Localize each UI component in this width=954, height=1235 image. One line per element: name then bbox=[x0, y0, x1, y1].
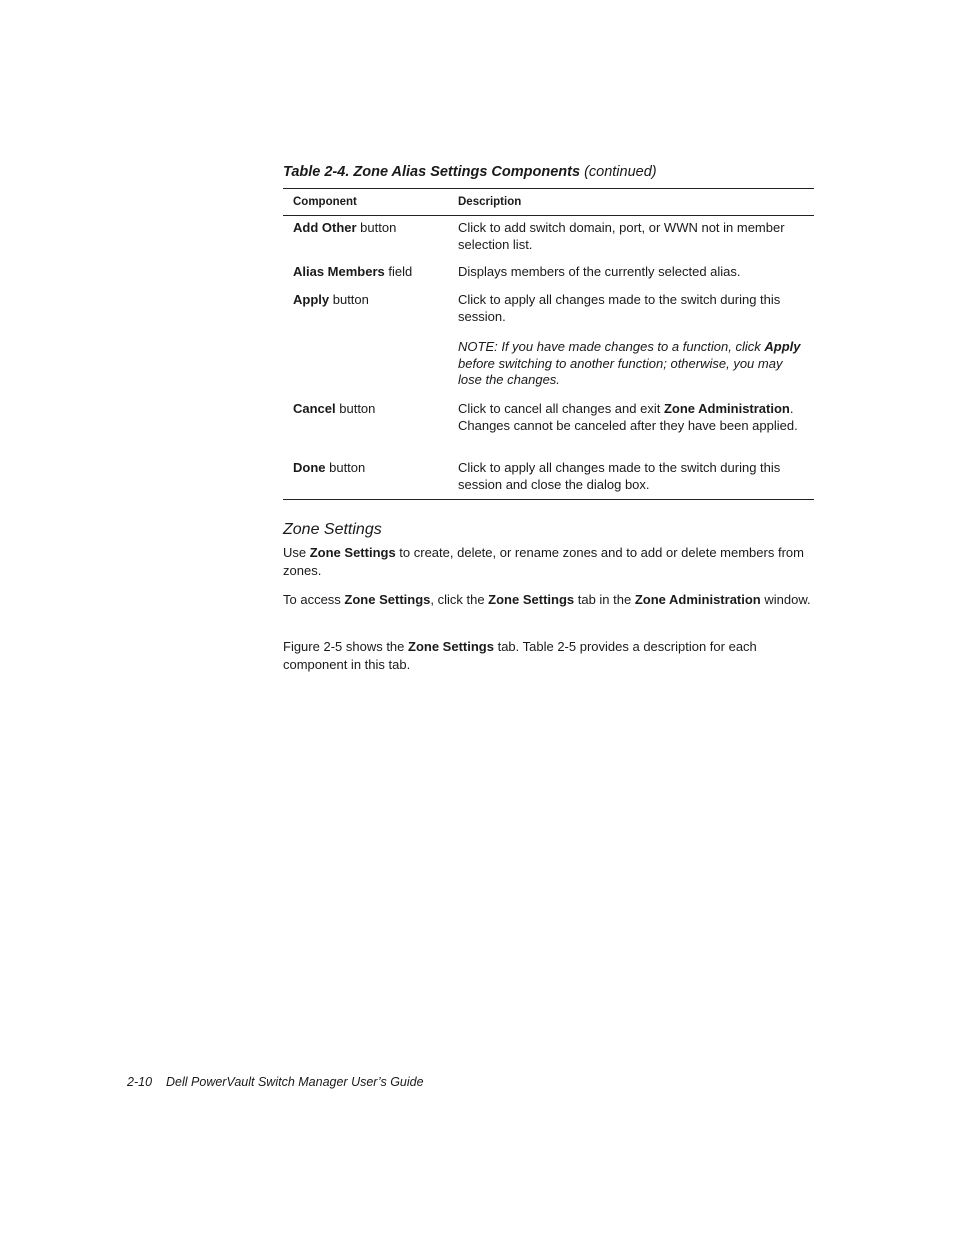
bold-text: Zone Settings bbox=[344, 592, 431, 607]
table-row-apply-note bbox=[458, 339, 806, 389]
table-row-add-other-component bbox=[293, 220, 448, 237]
note-text-pre: NOTE: If you have made changes to a function, click bbox=[458, 339, 765, 354]
table-caption bbox=[283, 163, 823, 181]
component-type: button bbox=[329, 292, 369, 307]
component-name: Add Other bbox=[293, 220, 357, 235]
text: Figure 2-5 shows the bbox=[283, 639, 409, 654]
table-header-description: Description bbox=[458, 196, 522, 208]
table-bottom-rule bbox=[283, 499, 814, 500]
note-text-bold: Apply bbox=[764, 339, 801, 354]
text: to create, delete, or rename zones and to add or delete members from zones. bbox=[283, 545, 804, 578]
table-header-component: Component bbox=[293, 196, 357, 208]
note-text-post: before switching to another function; otherwise, you may lose the changes. bbox=[458, 355, 783, 387]
table-row-done-component bbox=[293, 460, 448, 477]
desc-text-bold: Zone Administration bbox=[663, 401, 790, 416]
table-caption-continued: (continued) bbox=[584, 164, 657, 180]
table-row-apply-component bbox=[293, 292, 448, 309]
bold-text: Zone Administration bbox=[634, 592, 761, 607]
table-header-rule bbox=[283, 215, 814, 216]
document-title: Dell PowerVault Switch Manager User’s Guide bbox=[166, 1075, 424, 1089]
table-row-alias-members-component bbox=[293, 264, 448, 281]
component-type: field bbox=[384, 264, 413, 279]
text: To access bbox=[283, 592, 345, 607]
table-caption-title: Table 2-4. Zone Alias Settings Components bbox=[283, 164, 581, 180]
page-footer bbox=[127, 1074, 424, 1090]
desc-text-post: . Changes cannot be canceled after they have been applied. bbox=[458, 401, 798, 433]
component-type: button bbox=[335, 401, 376, 416]
component-name: Done bbox=[293, 460, 326, 475]
page-number: 2-10 bbox=[127, 1075, 153, 1089]
section-title: Zone Settings bbox=[283, 521, 382, 538]
table-row-alias-members-description: Displays members of the currently selected alias. bbox=[458, 264, 741, 279]
table-row-apply-description: Click to apply all changes made to the switch during this session. bbox=[458, 292, 781, 324]
desc-text-pre: Click to cancel all changes and exit bbox=[458, 401, 664, 416]
paragraph-intro bbox=[283, 544, 817, 579]
bold-text: Zone Settings bbox=[488, 592, 575, 607]
paragraph-access bbox=[283, 591, 817, 609]
table-row-add-other-description: Click to add switch domain, port, or WWN not in member selection list. bbox=[458, 220, 785, 252]
bold-text: Zone Settings bbox=[408, 639, 494, 654]
text: tab in the bbox=[574, 592, 635, 607]
component-name: Cancel bbox=[293, 401, 336, 416]
bold-text: Zone Settings bbox=[309, 545, 396, 560]
table-row-done-description: Click to apply all changes made to the switch during this session and close the dialog box. bbox=[458, 460, 781, 492]
table-row-cancel-component bbox=[293, 401, 448, 418]
text: , click the bbox=[430, 592, 489, 607]
text: tab. Table 2-5 provides a description for each component in this tab. bbox=[283, 639, 757, 672]
component-name: Apply bbox=[293, 292, 330, 307]
paragraph-figure-ref bbox=[283, 638, 817, 673]
component-type: button bbox=[325, 460, 366, 475]
table-top-rule bbox=[283, 188, 814, 189]
component-name: Alias Members bbox=[293, 264, 385, 279]
component-type: button bbox=[356, 220, 397, 235]
text: window. bbox=[760, 592, 811, 607]
table-row-cancel-description bbox=[458, 401, 806, 434]
text: Use bbox=[283, 545, 310, 560]
